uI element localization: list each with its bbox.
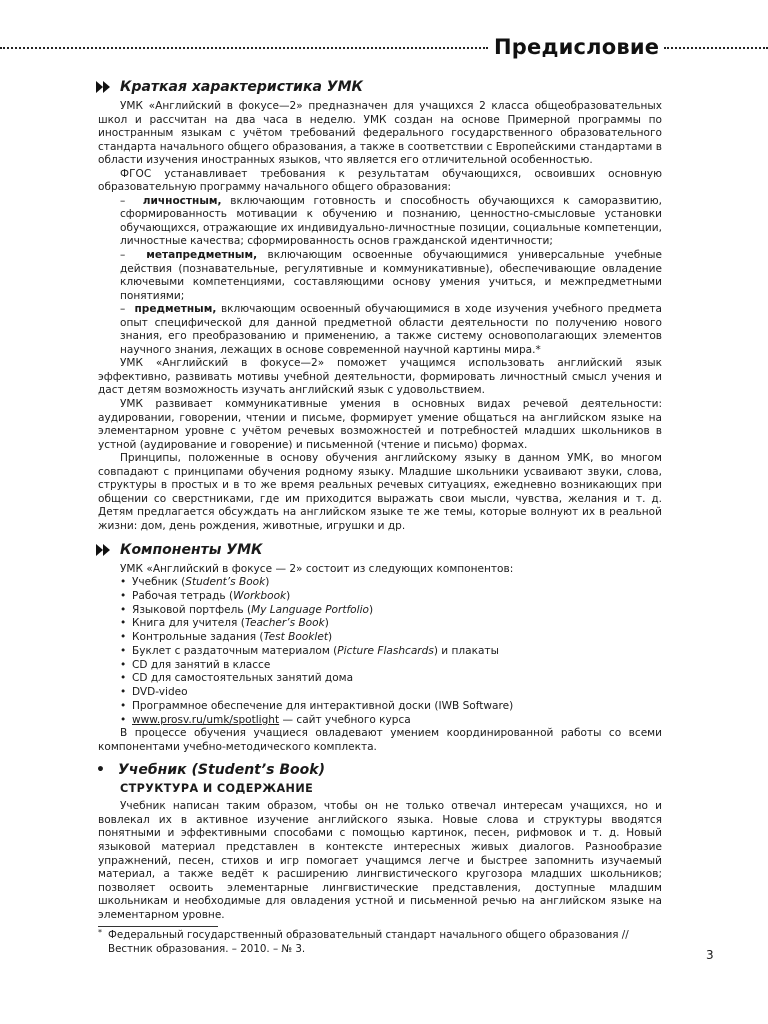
paragraph: Принципы, положенные в основу обучения английскому языку в данном УМК, во многом совпадают с принципами обучения родному языку. Младшие школьники усваивают звуки, слова, структуры в простых и в то же время реальных речевых ситуациях, ежедневно возникающих при общении со сверстниками, где им приходится выражать свои мысли, чувства, желания и т. д. Детям предлагается обсуждать на английском языке те же темы, которые волнуют их в реальной жизни: дом, день рождения, животные, игрушки и др. <box>98 452 662 532</box>
section-heading-components <box>96 540 662 560</box>
dotted-rule-right <box>664 47 768 49</box>
page-title: Предисловие <box>494 35 660 59</box>
double-arrow-icon <box>96 544 112 556</box>
term-bold: предметным, <box>134 303 217 316</box>
page-number: 3 <box>706 948 714 962</box>
list-item: • Учебник (Student’s Book) <box>120 576 662 590</box>
footnote <box>98 929 662 956</box>
list-item: • Книга для учителя (Teacher’s Book) <box>120 617 662 631</box>
page-header <box>0 34 768 60</box>
paragraph: УМК развивает коммуникативные умения в основных видах речевой деятельности: аудировании, говорении, чтении и письме, формирует умение общаться на английском языке на элементарном уровне с учётом речевых возможностей и потребностей младших школьников в устной (аудирование и говорение) и письменной (чтение и письмо) формах. <box>98 398 662 451</box>
paragraph: УМК «Английский в фокусе—2» предназначен для учащихся 2 класса общеобразовательных школ и рассчитан на два часа в неделю. УМК создан на основе Примерной программы по иностранным языкам с учётом требований федерального государственного образовательного стандарта начального общего образования, а также в соответствии с Европейскими стандартами в области изучения иностранных языков, что является его отличительной особенностью. <box>98 100 662 167</box>
list-item: • Буклет с раздаточным материалом (Picture Flashcards) и плакаты <box>120 645 662 659</box>
paragraph: УМК «Английский в фокусе — 2» состоит из следующих компонентов: <box>120 562 514 575</box>
list-item: • Языковой портфель (My Language Portfolio) <box>120 604 662 618</box>
term-bold: личностным, <box>142 194 222 207</box>
dash-item-meta: – метапредметным, включающим освоенные обучающимися универсальные учебные действия (познавательные, регулятивные и коммуникативные), обеспечивающие овладение ключевыми компетенциями, составляющими основу умения учиться, и межпредметными понятиями; <box>120 249 662 302</box>
dash-item-subject: – предметным, включающим освоенный обучающимися в ходе изучения учебного предмета опыт специфической для данной предметной области деятельности по получению нового знания, его преобразованию и применению, а также систему основополагающих элементов научного знания, лежащих в основе современной научной картины мира.* <box>120 303 663 356</box>
section-heading-text: Учебник (Student’s Book) <box>118 762 325 779</box>
page-content <box>98 77 662 956</box>
list-item: • CD для самостоятельных занятий дома <box>120 672 662 686</box>
dotted-rule-left <box>0 47 488 49</box>
list-item: • CD для занятий в классе <box>120 659 662 673</box>
dash-item-personal: – личностным, включающим готовность и способность обучающихся к саморазвитию, сформированность мотивации к обучению и познанию, ценностно-смысловые установки обучающихся, отражающие их индивидуально-личностные позиции, социальные компетенции, личностные качества; сформированность основ гражданской идентичности; <box>120 194 662 248</box>
double-arrow-icon <box>96 81 112 93</box>
paragraph: ФГОС устанавливает требования к результатам обучающихся, освоивших основную образовательную программу начального общего образования: <box>98 167 662 194</box>
section-heading-text: Компоненты УМК <box>120 541 263 558</box>
list-item: • Контрольные задания (Test Booklet) <box>120 631 662 645</box>
footnote-rule <box>98 926 218 927</box>
paragraph: В процессе обучения учащиеся овладевают умением координированной работы со всеми компонентами учебно-методического комплекта. <box>98 727 662 753</box>
components-list <box>120 576 662 727</box>
list-item-website: • www.prosv.ru/umk/spotlight — сайт учебного курса <box>120 714 662 728</box>
list-item: • DVD-video <box>120 686 662 700</box>
paragraph: Учебник написан таким образом, чтобы он не только отвечал интересам учащихся, но и вовлекал их в активное изучение английского языка. Новые слова и структуры вводятся понятными и эффективными способами с помощью картинок, песен, рифмовок и т. д. Новый языковой материал представлен в контексте интересных живых диалогов. Разнообразие упражнений, песен, стихов и игр помогает учащимся легче и быстрее запомнить изучаемый материал, а также ведёт к расширению лингвистического кругозора младших школьников; позволяет освоить элементарные лингвистические представления, доступные младшим школьникам и необходимые для овладения устной и письменной речью на английском языке на элементарном уровне. <box>98 800 662 921</box>
footnote-marker: * <box>98 928 102 938</box>
list-item: • Программное обеспечение для интерактивной доски (IWB Software) <box>120 700 662 714</box>
section-heading-students-book <box>96 760 662 780</box>
subheading: СТРУКТУРА И СОДЕРЖАНИЕ <box>120 782 314 796</box>
bullet-marker: • <box>96 762 105 779</box>
term-bold: метапредметным, <box>146 249 258 262</box>
section-heading-text: Краткая характеристика УМК <box>120 79 363 95</box>
section-heading-overview <box>96 77 662 97</box>
paragraph: УМК «Английский в фокусе—2» поможет учащимся использовать английский язык эффективно, развивать мотивы учебной деятельности, формировать личностный смысл учения и даст детям возможность изучать английский язык с удовольствием. <box>98 357 662 397</box>
footnote-text: Федеральный государственный образовательный стандарт начального общего образования // Вестник образования. – 2010. – № 3. <box>108 929 629 955</box>
list-item: • Рабочая тетрадь (Workbook) <box>120 590 662 604</box>
website-link[interactable]: www.prosv.ru/umk/spotlight <box>132 713 280 726</box>
